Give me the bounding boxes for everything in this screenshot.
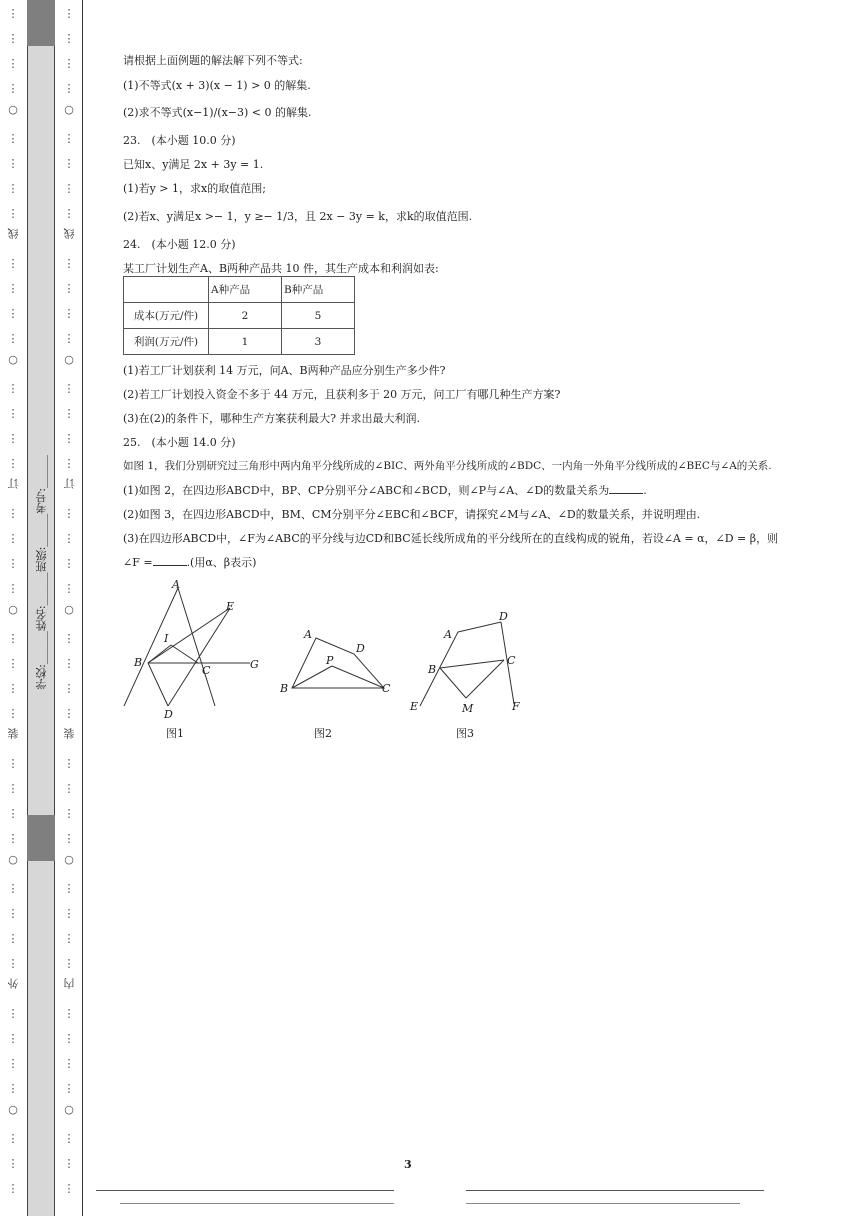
- q25-header: 25. (本小题 14.0 分): [123, 436, 236, 449]
- dots-mark: ⋮: [7, 57, 19, 70]
- dots-mark: ⋮: [63, 432, 75, 445]
- dots-mark: ⋮: [7, 407, 19, 420]
- text-segment: ∠F =: [123, 556, 153, 569]
- fig2-label-D: D: [356, 642, 365, 655]
- dots-mark: ⋮: [63, 57, 75, 70]
- dots-mark: ⋮: [7, 1182, 19, 1195]
- circle-mark: ○: [64, 103, 74, 116]
- q23-header: 23. (本小题 10.0 分): [123, 134, 236, 147]
- dots-mark: ⋮: [63, 1007, 75, 1020]
- dots-mark: ⋮: [7, 757, 19, 770]
- dots-mark: ⋮: [7, 32, 19, 45]
- table-row: [124, 303, 355, 329]
- q25-line-2: [123, 482, 647, 498]
- fig3-label-F: F: [512, 700, 520, 713]
- dots-mark: ⋮: [7, 432, 19, 445]
- table-header-row: [124, 277, 355, 303]
- table-cell: 成本(万元/件): [124, 303, 209, 329]
- dots-mark: ⋮: [63, 882, 75, 895]
- footer-rule-right-2: [466, 1203, 740, 1204]
- inner-label-ding: 订: [63, 478, 76, 489]
- circle-mark: ○: [64, 603, 74, 616]
- q25-line-3: (2)如图 3，在四边形ABCD中，BM、CM分别平分∠EBC和∠BCF，请探究∠M与∠A、∠D的数量关系，并说明理由.: [123, 508, 701, 521]
- dots-mark: ⋮: [7, 7, 19, 20]
- fig2-label-A: A: [304, 628, 312, 641]
- fig1-label-B: B: [134, 656, 143, 669]
- dots-mark: ⋮: [63, 782, 75, 795]
- dots-mark: ⋮: [63, 1182, 75, 1195]
- q23-line-1: 已知x、y满足 2x + 3y = 1.: [123, 158, 264, 171]
- table-cell: 2: [209, 303, 282, 329]
- dots-mark: ⋮: [63, 1082, 75, 1095]
- table-cell: B种产品: [282, 277, 355, 303]
- dots-mark: ⋮: [63, 157, 75, 170]
- dots-mark: ⋮: [63, 757, 75, 770]
- q24-line-3: (2)若工厂计划投入资金不多于 44 万元，且获利多于 20 万元，问工厂有哪几种生产方案?: [123, 388, 561, 401]
- dots-mark: ⋮: [7, 557, 19, 570]
- dots-mark: ⋮: [7, 807, 19, 820]
- fig1-label-D: D: [164, 708, 173, 721]
- dots-mark: ⋮: [7, 1132, 19, 1145]
- dots-mark: ⋮: [63, 657, 75, 670]
- circle-mark: ○: [8, 1103, 18, 1116]
- dots-mark: ⋮: [63, 182, 75, 195]
- dots-mark: ⋮: [63, 807, 75, 820]
- fig1-label-G: G: [250, 658, 259, 671]
- fig2-label-P: P: [326, 654, 334, 667]
- dots-mark: ⋮: [7, 507, 19, 520]
- dots-mark: ⋮: [7, 1032, 19, 1045]
- text-segment: .(用α、β表示): [186, 556, 257, 569]
- dots-mark: ⋮: [7, 1082, 19, 1095]
- dots-mark: ⋮: [7, 682, 19, 695]
- q23-line-2: (1)若y > 1，求x的取值范围;: [123, 182, 266, 195]
- outer-label-zhuang: 装: [7, 728, 20, 739]
- dots-mark: ⋮: [7, 382, 19, 395]
- fig1-label-C: C: [202, 664, 211, 677]
- footer-rule-left: [96, 1190, 394, 1191]
- fig3-label-M: M: [462, 702, 474, 715]
- dots-mark: ⋮: [7, 157, 19, 170]
- dots-mark: ⋮: [7, 1057, 19, 1070]
- dots-mark: ⋮: [63, 582, 75, 595]
- q24-line-1: 某工厂计划生产A、B两种产品共 10 件，其生产成本和利润如表:: [123, 262, 439, 275]
- fig3-label-D: D: [499, 610, 508, 623]
- dots-mark: ⋮: [7, 657, 19, 670]
- dots-mark: ⋮: [7, 207, 19, 220]
- binding-margin: [0, 0, 84, 1216]
- fig3-caption: 图3: [456, 727, 474, 740]
- outer-label-ding: 订: [7, 478, 20, 489]
- intro-line-3: (2)求不等式(x−1)/(x−3) < 0 的解集.: [123, 106, 312, 119]
- dots-mark: ⋮: [63, 1032, 75, 1045]
- q24-header: 24. (本小题 12.0 分): [123, 238, 236, 251]
- q23-line-3: (2)若x、y满足x >− 1，y ≥− 1/3，且 2x − 3y = k，求k的取值范围.: [123, 210, 473, 223]
- dots-mark: ⋮: [7, 782, 19, 795]
- q24-line-2: (1)若工厂计划获利 14 万元，问A、B两种产品应分别生产多少件?: [123, 364, 446, 377]
- table-cell: 利润(万元/件): [124, 329, 209, 355]
- dots-mark: ⋮: [63, 457, 75, 470]
- dots-mark: ⋮: [7, 957, 19, 970]
- fig2-label-C: C: [382, 682, 391, 695]
- dots-mark: ⋮: [7, 457, 19, 470]
- table-cell: 5: [282, 303, 355, 329]
- circle-mark: ○: [8, 853, 18, 866]
- dots-mark: ⋮: [7, 932, 19, 945]
- fig3-label-A: A: [444, 628, 452, 641]
- q24-line-4: (3)在(2)的条件下，哪种生产方案获利最大? 并求出最大利润.: [123, 412, 421, 425]
- dots-mark: ⋮: [7, 582, 19, 595]
- figure-3: [404, 604, 534, 744]
- page-number: 3: [404, 1158, 412, 1171]
- fig3-label-B: B: [428, 663, 437, 676]
- dots-mark: ⋮: [63, 557, 75, 570]
- dots-mark: ⋮: [7, 1157, 19, 1170]
- circle-mark: ○: [8, 353, 18, 366]
- fig2-caption: 图2: [314, 727, 332, 740]
- dots-mark: ⋮: [7, 882, 19, 895]
- dots-mark: ⋮: [63, 632, 75, 645]
- dots-mark: ⋮: [63, 932, 75, 945]
- figure-1: [118, 578, 268, 744]
- binding-border: [82, 0, 83, 1216]
- inner-label-zhuang: 装: [63, 728, 76, 739]
- dots-mark: ⋮: [7, 132, 19, 145]
- dots-mark: ⋮: [63, 532, 75, 545]
- fig2-label-B: B: [280, 682, 289, 695]
- dots-mark: ⋮: [63, 1057, 75, 1070]
- binding-dark-block-top: [27, 0, 55, 46]
- student-info-fields: 学校:______姓名:______班级:______考号:______: [35, 455, 48, 690]
- dots-mark: ⋮: [7, 332, 19, 345]
- dots-mark: ⋮: [63, 32, 75, 45]
- dots-mark: ⋮: [7, 707, 19, 720]
- dots-mark: ⋮: [63, 207, 75, 220]
- inner-dots-column: [62, 0, 76, 1216]
- dots-mark: ⋮: [63, 1132, 75, 1145]
- circle-mark: ○: [64, 853, 74, 866]
- circle-mark: ○: [64, 1103, 74, 1116]
- q25-line-1: 如图 1，我们分别研究过三角形中两内角平分线所成的∠BIC、两外角平分线所成的∠BDC、一内角一外角平分线所成的∠BEC与∠A的关系.: [123, 460, 772, 472]
- dots-mark: ⋮: [7, 832, 19, 845]
- figure-2: [276, 620, 400, 744]
- answer-blank-2[interactable]: [153, 556, 187, 566]
- dots-mark: ⋮: [63, 957, 75, 970]
- dots-mark: ⋮: [63, 332, 75, 345]
- table-cell: 1: [209, 329, 282, 355]
- dots-mark: ⋮: [63, 1157, 75, 1170]
- dots-mark: ⋮: [63, 407, 75, 420]
- table-cell: [124, 277, 209, 303]
- table-row: [124, 329, 355, 355]
- dots-mark: ⋮: [63, 832, 75, 845]
- circle-mark: ○: [8, 603, 18, 616]
- outer-dots-column: [6, 0, 20, 1216]
- dots-mark: ⋮: [7, 307, 19, 320]
- fig3-label-E: E: [410, 700, 419, 713]
- dots-mark: ⋮: [7, 182, 19, 195]
- q25-line-4: (3)在四边形ABCD中，∠F为∠ABC的平分线与边CD和BC延长线所成角的平分线所在的直线构成的锐角，若设∠A = α，∠D = β，则: [123, 532, 779, 545]
- footer-rule-left-2: [120, 1203, 394, 1204]
- circle-mark: ○: [64, 353, 74, 366]
- dots-mark: ⋮: [63, 682, 75, 695]
- answer-blank-1[interactable]: [609, 484, 643, 494]
- dots-mark: ⋮: [7, 532, 19, 545]
- dots-mark: ⋮: [63, 282, 75, 295]
- cost-profit-table: [123, 276, 355, 355]
- fig1-label-A: A: [172, 578, 180, 591]
- outer-label-wai: 外: [7, 978, 20, 989]
- dots-mark: ⋮: [63, 7, 75, 20]
- intro-line-2: (1)不等式(x + 3)(x − 1) > 0 的解集.: [123, 79, 311, 92]
- fig3-label-C: C: [507, 654, 516, 667]
- dots-mark: ⋮: [63, 82, 75, 95]
- dots-mark: ⋮: [7, 82, 19, 95]
- dots-mark: ⋮: [63, 507, 75, 520]
- fig1-label-E: E: [226, 600, 235, 613]
- dots-mark: ⋮: [63, 907, 75, 920]
- dots-mark: ⋮: [63, 382, 75, 395]
- outer-label-xian: 线: [7, 228, 20, 239]
- footer-rule-right: [466, 1190, 764, 1191]
- dots-mark: ⋮: [7, 1007, 19, 1020]
- dots-mark: ⋮: [7, 282, 19, 295]
- dots-mark: ⋮: [7, 257, 19, 270]
- intro-line-1: 请根据上面例题的解法解下列不等式:: [123, 54, 303, 67]
- dots-mark: ⋮: [63, 132, 75, 145]
- inner-label-nei: 内: [63, 978, 76, 989]
- dots-mark: ⋮: [7, 632, 19, 645]
- text-segment: .: [643, 484, 647, 497]
- table-cell: A种产品: [209, 277, 282, 303]
- binding-dark-block-bottom: [27, 815, 55, 861]
- dots-mark: ⋮: [63, 707, 75, 720]
- text-segment: (1)如图 2，在四边形ABCD中，BP、CP分别平分∠ABC和∠BCD，则∠P与∠A、∠D的数量关系为: [123, 484, 610, 497]
- fig1-caption: 图1: [166, 727, 184, 740]
- dots-mark: ⋮: [7, 907, 19, 920]
- dots-mark: ⋮: [63, 307, 75, 320]
- circle-mark: ○: [8, 103, 18, 116]
- table-cell: 3: [282, 329, 355, 355]
- inner-label-xian: 线: [63, 228, 76, 239]
- q25-line-5: [123, 554, 256, 570]
- dots-mark: ⋮: [63, 257, 75, 270]
- fig1-label-I: I: [164, 632, 169, 645]
